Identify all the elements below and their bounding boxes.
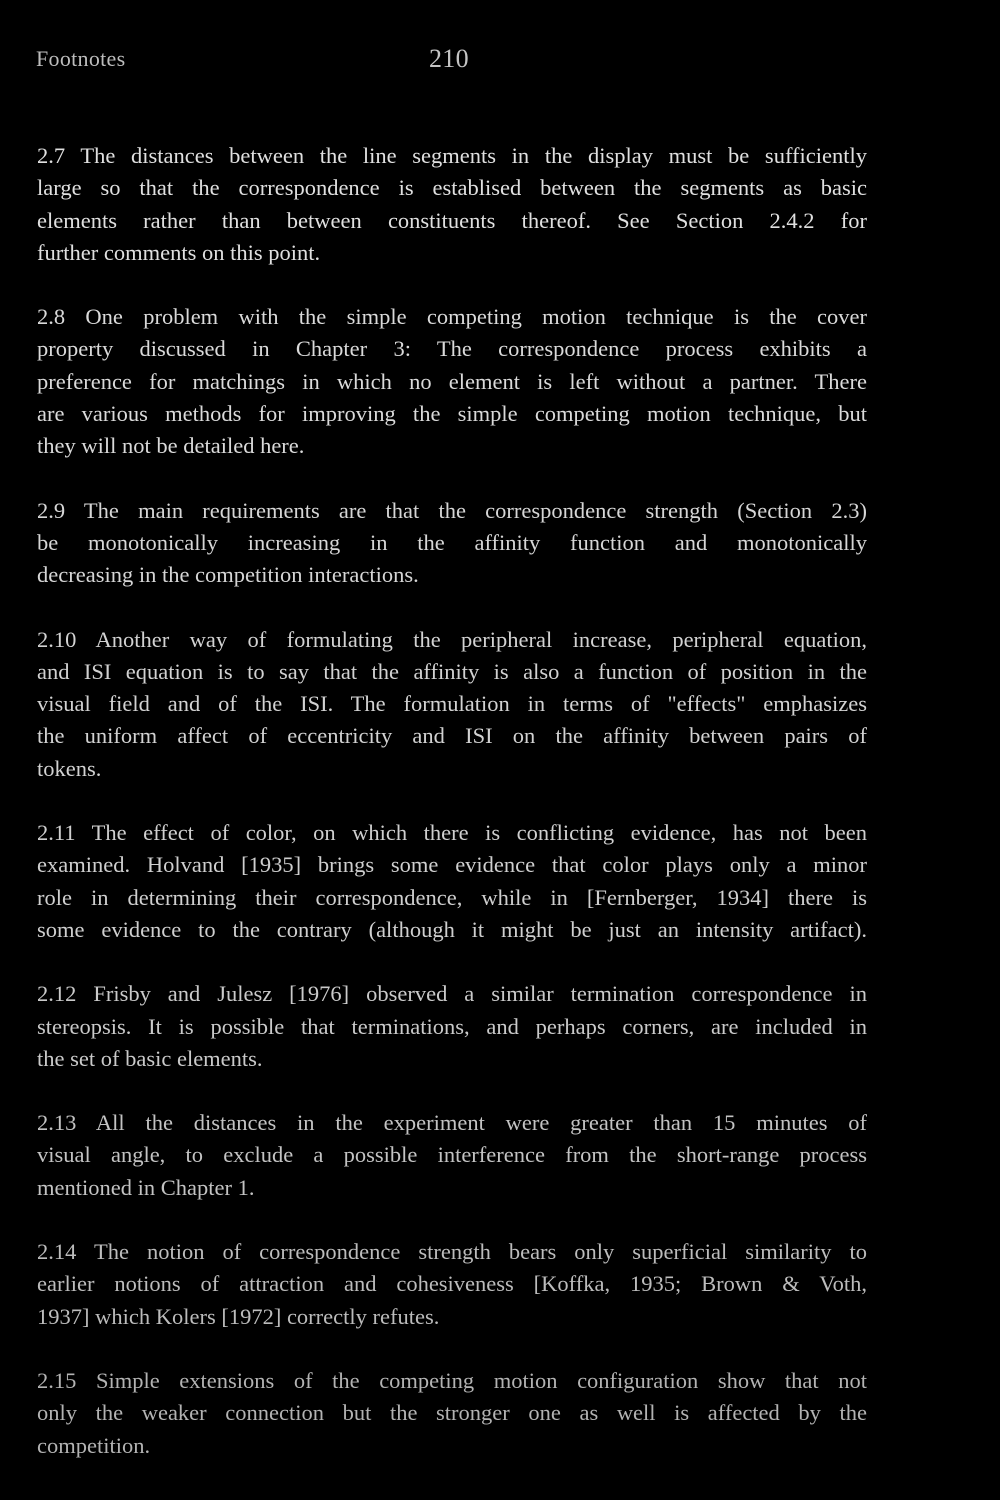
footnote-line: role in determining their correspondence, while in [Fernberger, 1934] there is: [37, 884, 867, 910]
footnote-line: 2.9 The main requirements are that the correspondence strength (Section 2.3): [37, 497, 867, 523]
footnote-line: 2.13 All the distances in the experiment were greater than 15 minutes of: [37, 1110, 867, 1136]
footnote-line: preference for matchings in which no element is left without a partner. There: [37, 368, 867, 394]
footnote-line: are various methods for improving the simple competing motion technique, but: [37, 401, 867, 427]
page-number: 210: [429, 44, 469, 73]
footnote-2-10: [37, 624, 867, 785]
footnote-line: 2.14 The notion of correspondence strength bears only superficial similarity to: [37, 1239, 867, 1265]
footnote-line: 2.15 Simple extensions of the competing motion configuration show that not: [37, 1367, 867, 1393]
footnote-line: be monotonically increasing in the affinity function and monotonically: [37, 529, 867, 555]
footnote-line: 2.11 The effect of color, on which there is conflicting evidence, has not been: [37, 820, 867, 846]
footnote-2-7: [37, 140, 867, 269]
footnote-line: mentioned in Chapter 1.: [37, 1174, 255, 1200]
footnote-line: elements rather than between constituents thereof. See Section 2.4.2 for: [37, 207, 867, 233]
footnote-line: stereopsis. It is possible that terminations, and perhaps corners, are included in: [37, 1013, 867, 1039]
footnote-2-15: [37, 1365, 867, 1462]
footnote-line: 2.7 The distances between the line segments in the display must be sufficiently: [37, 143, 867, 168]
footnote-line: property discussed in Chapter 3: The correspondence process exhibits a: [37, 336, 867, 362]
footnote-line: some evidence to the contrary (although it might be just an intensity artifact).: [37, 916, 867, 942]
footnote-line: large so that the correspondence is establised between the segments as basic: [37, 175, 867, 201]
page-header: [36, 44, 476, 80]
footnote-line: only the weaker connection but the stronger one as well is affected by the: [37, 1400, 867, 1426]
footnote-line: visual angle, to exclude a possible interference from the short-range process: [37, 1142, 867, 1168]
footnote-line: 2.10 Another way of formulating the peripheral increase, peripheral equation,: [37, 626, 867, 652]
footnote-line: the set of basic elements.: [37, 1045, 263, 1071]
footnote-line: and ISI equation is to say that the affinity is also a function of position in the: [37, 658, 867, 684]
footnote-line: they will not be detailed here.: [37, 433, 305, 459]
footnote-line: visual field and of the ISI. The formulation in terms of "effects" emphasizes: [37, 691, 867, 717]
footnote-line: earlier notions of attraction and cohesiveness [Koffka, 1935; Brown & Voth,: [37, 1271, 867, 1297]
footnote-line: 1937] which Kolers [1972] correctly refutes.: [37, 1303, 440, 1329]
footnote-line: decreasing in the competition interactions.: [37, 562, 419, 588]
footnote-2-13: [37, 1107, 867, 1204]
footnote-line: 2.12 Frisby and Julesz [1976] observed a similar termination correspondence in: [37, 981, 867, 1007]
footnote-2-14: [37, 1236, 867, 1333]
footnote-2-8: [37, 301, 867, 462]
footnote-line: 2.8 One problem with the simple competing motion technique is the cover: [37, 304, 867, 330]
footnote-line: the uniform affect of eccentricity and ISI on the affinity between pairs of: [37, 723, 867, 749]
footnote-line: tokens.: [37, 755, 102, 781]
footnote-line: further comments on this point.: [37, 239, 321, 265]
running-title: Footnotes: [36, 46, 126, 71]
footnote-2-12: [37, 978, 867, 1075]
footnotes-list: [37, 140, 867, 1494]
footnote-2-11: [37, 817, 867, 946]
footnote-line: competition.: [37, 1432, 151, 1458]
footnote-2-9: [37, 495, 867, 592]
footnote-line: examined. Holvand [1935] brings some evidence that color plays only a minor: [37, 852, 867, 878]
